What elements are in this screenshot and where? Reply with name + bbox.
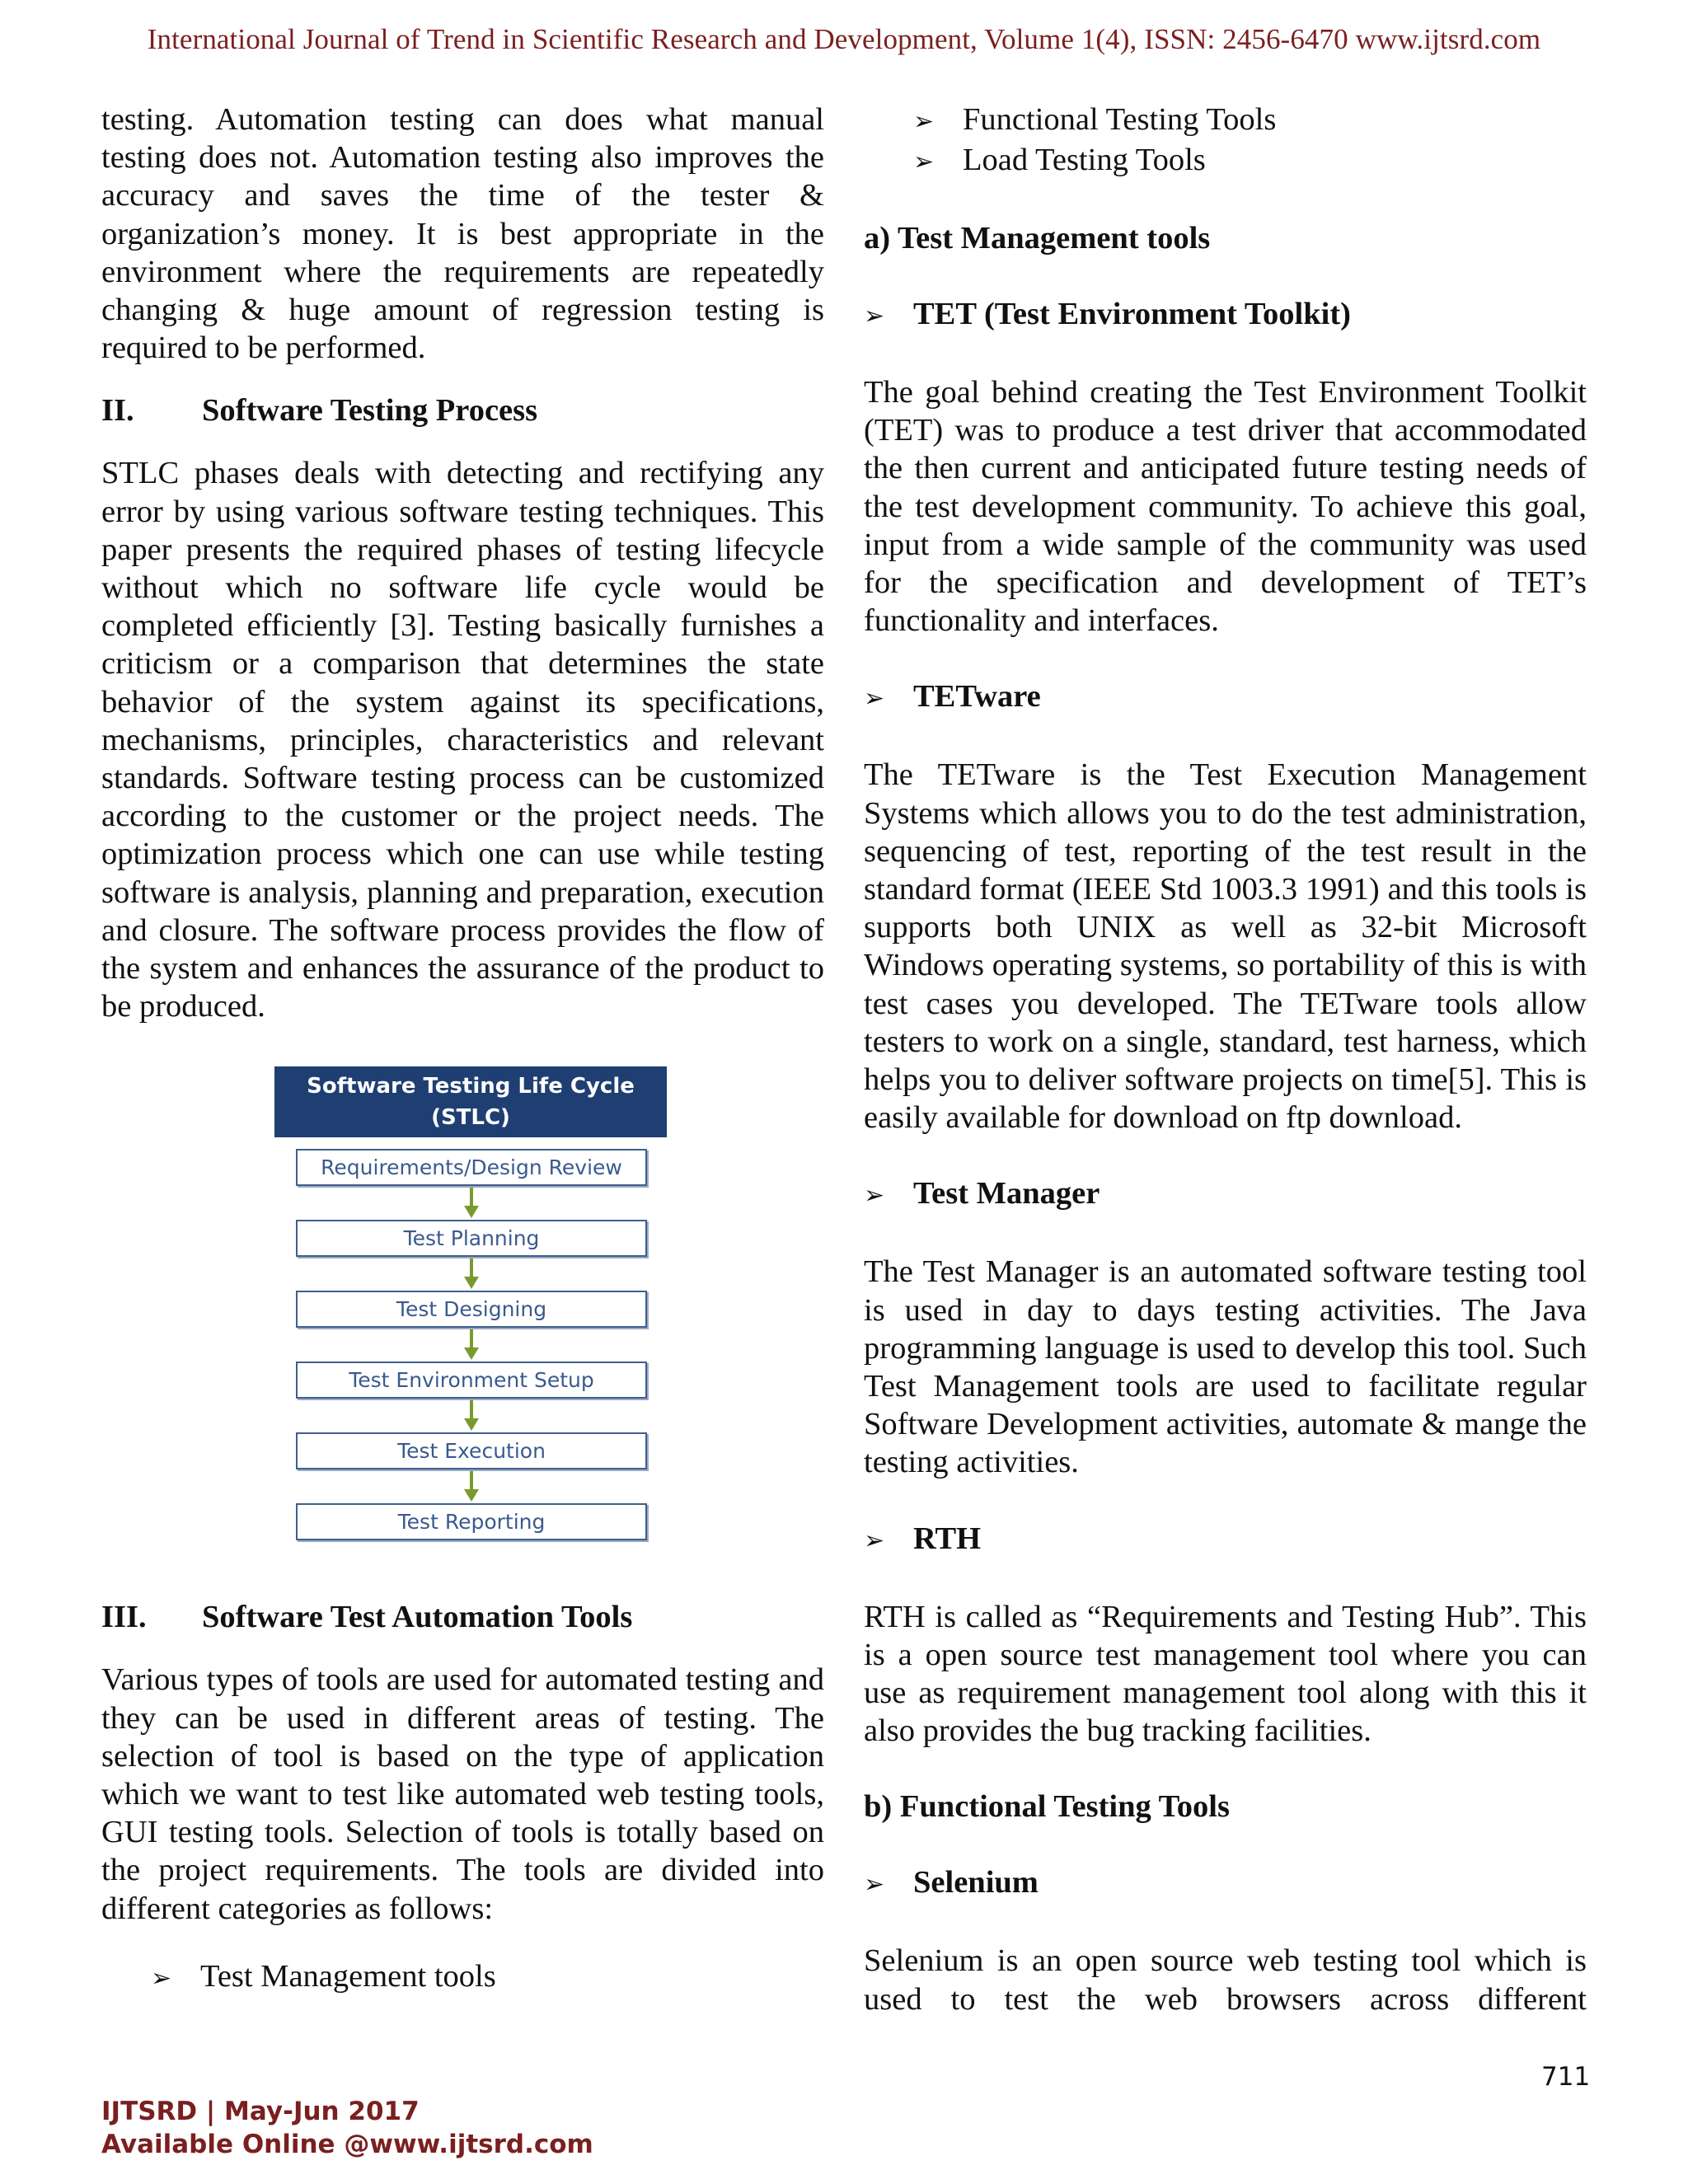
stlc-step-reporting: Test Reporting — [296, 1503, 647, 1540]
stlc-step-requirements: Requirements/Design Review — [296, 1149, 647, 1186]
diagram-title-line1: Software Testing Life Cycle — [307, 1074, 635, 1099]
subsection-heading-b: b) Functional Testing Tools — [864, 1789, 1230, 1825]
tool-title: Test Manager — [913, 1176, 1100, 1212]
tool-title: RTH — [913, 1521, 982, 1556]
rth-paragraph: RTH is called as “Requirements and Testing Hub”. This is a open source test management tool where you can use as requirement management tool along with this it also provides the bug tracking facilities. — [864, 1599, 1587, 1749]
arrowhead-bullet-icon: ➢ — [864, 684, 885, 714]
section-heading-3 — [101, 1598, 824, 1636]
list-item-label: Test Management tools — [200, 1958, 496, 1994]
arrowhead-bullet-icon: ➢ — [864, 1181, 885, 1211]
footer — [101, 2095, 593, 2161]
list-item — [913, 141, 1587, 181]
stlc-step-execution: Test Execution — [296, 1432, 647, 1469]
down-arrow-icon — [462, 1328, 481, 1361]
footer-website: Available Online @www.ijtsrd.com — [101, 2130, 593, 2159]
tool-category-list — [101, 1957, 824, 1998]
section-number: II. — [101, 393, 134, 429]
tool-heading-tetware — [864, 677, 1587, 718]
tool-category-list-cont — [864, 101, 1587, 181]
down-arrow-icon — [462, 1257, 481, 1291]
section2-paragraph: STLC phases deals with detecting and rectifying any error by using various software testing techniques. This paper presents the required phases of testing lifecycle without which no software life cycle would be completed efficiently [3]. Testing basically furnishes a criticism or a comparison that determines the state behavior of the system against its specifications, mechanisms, principles, characteristics and relevant standards. Software testing process can be customized according to the customer or the project needs. The optimization process which one can use while testing software is analysis, planning and preparation, execution and closure. The software process provides the flow of the system and enhances the assurance of the product to be produced. — [101, 456, 824, 1024]
section-title: Software Test Automation Tools — [202, 1600, 633, 1635]
down-arrow-icon — [462, 1469, 481, 1503]
arrowhead-bullet-icon: ➢ — [913, 148, 935, 176]
stlc-step-planning: Test Planning — [296, 1220, 647, 1257]
arrowhead-bullet-icon: ➢ — [151, 1963, 172, 1993]
tool-heading-selenium — [864, 1863, 1587, 1904]
tool-title: TET (Test Environment Toolkit) — [913, 297, 1351, 331]
list-item — [151, 1957, 824, 1998]
arrowhead-bullet-icon: ➢ — [913, 107, 935, 136]
section-title: Software Testing Process — [202, 393, 538, 429]
tetware-paragraph: The TETware is the Test Execution Management Systems which allows you to do the test administration, sequencing of test, reporting of the test result in the standard format (IEEE Std 1003.3 1991) and this tools is supports both UNIX as well as 32-bit Microsoft Windows operating systems, so portability of this is with test cases you developed. The TETware tools allow testers to work on a single, standard, test harness, which helps you to deliver software projects on time[5]. This is easily available for download on ftp download. — [864, 757, 1587, 1136]
section3-paragraph: Various types of tools are used for automated testing and they can be used in different areas of testing. The selection of tool is based on the type of application which we want to test like automated web testing tools, GUI testing tools. Selection of tools is totally based on the project requirements. The tools are divided into different categories as follows: — [101, 1662, 824, 1926]
intro-paragraph: testing. Automation testing can does what manual testing does not. Automation testing also improves the accuracy and saves the time of the tester & organization’s money. It is best appropriate in the environment where the requirements are repeatedly changing & huge amount of regression testing is required to be performed. — [101, 102, 824, 366]
subsection-heading-a: a) Test Management tools — [864, 221, 1211, 255]
diagram-title — [274, 1066, 667, 1137]
list-item-label: Functional Testing Tools — [963, 102, 1277, 137]
down-arrow-icon — [462, 1186, 481, 1220]
tool-heading-tet — [864, 295, 1587, 335]
stlc-step-environment: Test Environment Setup — [296, 1361, 647, 1399]
arrowhead-bullet-icon: ➢ — [864, 1526, 885, 1555]
page-number: 711 — [1541, 2062, 1591, 2092]
list-item-label: Load Testing Tools — [963, 143, 1206, 177]
footer-journal-issue: IJTSRD | May-Jun 2017 — [101, 2097, 420, 2126]
running-head: International Journal of Trend in Scientific Research and Development, Volume 1(4), ISSN: 2456-6470 www.ijtsrd.com — [147, 23, 1541, 55]
tet-paragraph: The goal behind creating the Test Environment Toolkit (TET) was to produce a test driver that accommodated the then current and anticipated future testing needs of the test development community. To achieve this goal, input from a wide sample of the community was used for the specification and development of TET’s functionality and interfaces. — [864, 375, 1587, 639]
diagram-title-line2: (STLC) — [431, 1105, 510, 1131]
stlc-step-designing: Test Designing — [296, 1291, 647, 1328]
arrowhead-bullet-icon: ➢ — [864, 1870, 885, 1900]
left-column — [101, 101, 824, 1998]
tool-title: Selenium — [913, 1865, 1039, 1900]
section-heading-2 — [101, 391, 824, 429]
list-item — [913, 101, 1587, 141]
section-number: III. — [101, 1600, 147, 1635]
right-column — [864, 101, 1587, 2018]
down-arrow-icon — [462, 1399, 481, 1432]
selenium-paragraph: Selenium is an open source web testing tool which is used to test the web browsers across different — [864, 1943, 1587, 2017]
tool-title: TETware — [913, 679, 1041, 715]
tool-heading-test-manager — [864, 1174, 1587, 1215]
stlc-diagram — [101, 1066, 824, 1561]
tool-heading-rth — [864, 1520, 1587, 1560]
arrowhead-bullet-icon: ➢ — [864, 302, 885, 330]
test-manager-paragraph: The Test Manager is an automated software testing tool is used in day to days testing activities. The Java programming language is used to develop this tool. Such Test Management tools are used to facilitate regular Software Development activities, automate & mange the testing activities. — [864, 1254, 1587, 1480]
